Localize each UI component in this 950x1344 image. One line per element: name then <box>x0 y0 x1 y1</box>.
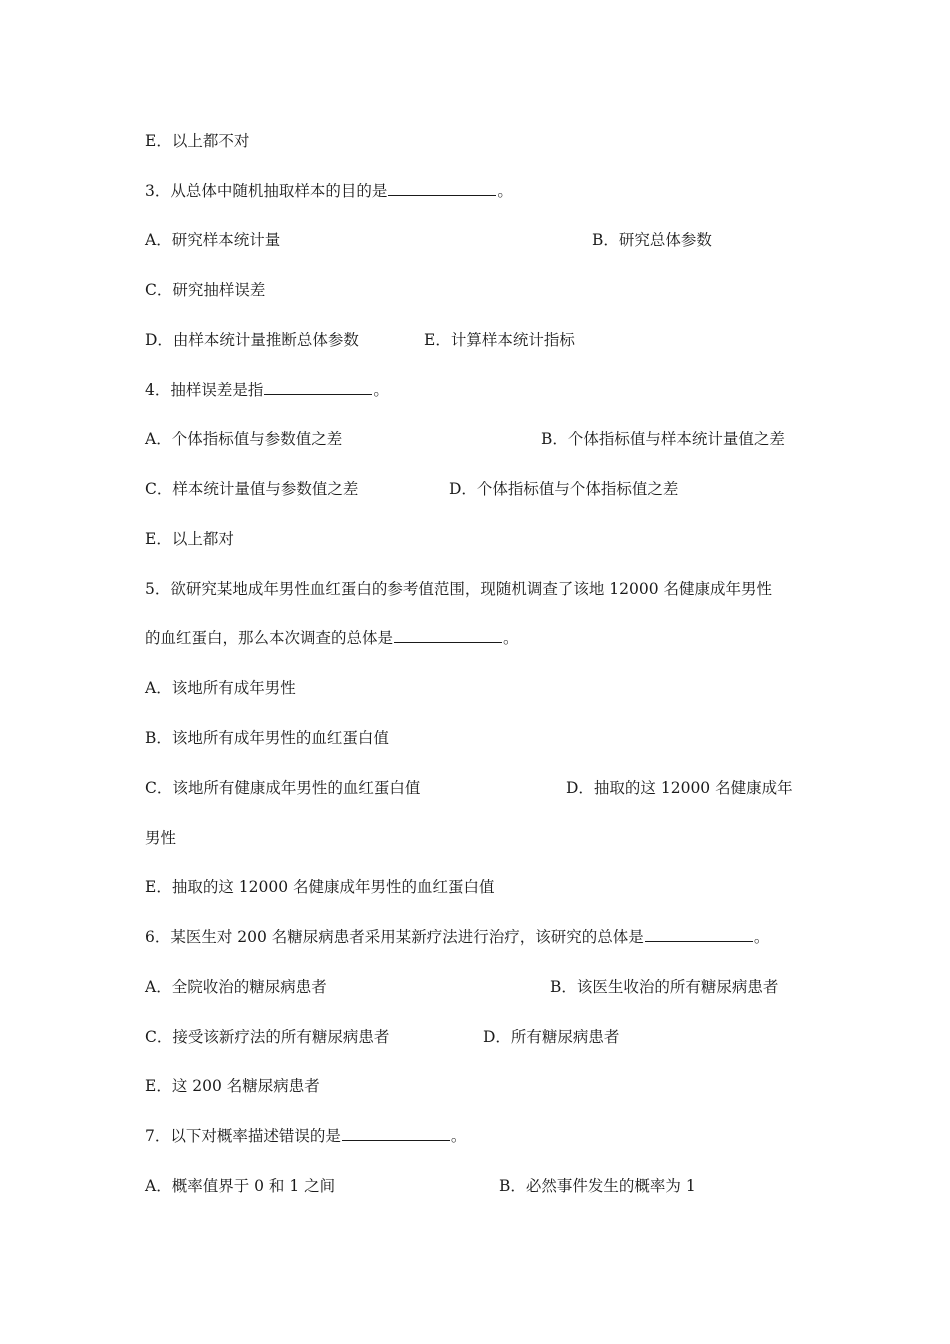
q5-option-c: C．该地所有健康成年男性的血红蛋白值 <box>145 779 421 797</box>
q3-option-a: A．研究样本统计量 <box>145 231 281 249</box>
q5-stem-end: 。 <box>503 629 519 647</box>
q5-option-e: E．抽取的这 12000 名健康成年男性的血红蛋白值 <box>145 878 495 896</box>
q6-stem-end: 。 <box>753 928 770 946</box>
q7-option-a: A．概率值界于 0 和 1 之间 <box>145 1177 336 1195</box>
q3-stem-text: 3．从总体中随机抽取样本的目的是 <box>145 182 388 200</box>
q4-answer-blank <box>264 381 372 395</box>
q3-option-b: B．研究总体参数 <box>592 231 712 249</box>
q4-option-e: E．以上都对 <box>145 530 234 548</box>
q3-option-e: E．计算样本统计指标 <box>424 331 575 349</box>
q3-option-c: C．研究抽样误差 <box>145 281 266 299</box>
q5-answer-blank <box>394 629 502 643</box>
q5-option-b: B．该地所有成年男性的血红蛋白值 <box>145 729 389 747</box>
q7-stem-text: 7．以下对概率描述错误的是 <box>145 1127 341 1145</box>
q5-option-a: A．该地所有成年男性 <box>145 679 296 697</box>
q3-stem <box>145 181 513 201</box>
q3-stem-end: 。 <box>497 182 513 200</box>
q5-stem-line2 <box>145 628 519 648</box>
q5-stem-line1: 5．欲研究某地成年男性血红蛋白的参考值范围，现随机调查了该地 12000 名健康成年男性 <box>145 580 773 598</box>
q2-option-e: E．以上都不对 <box>145 132 250 150</box>
q5-option-d-continued: 男性 <box>145 829 177 847</box>
q6-stem <box>145 927 769 947</box>
q4-stem <box>145 380 389 400</box>
q3-answer-blank <box>388 182 496 196</box>
q5-option-d: D．抽取的这 12000 名健康成年 <box>566 779 793 797</box>
q6-stem-text: 6．某医生对 200 名糖尿病患者采用某新疗法进行治疗，该研究的总体是 <box>145 928 644 946</box>
q4-option-a: A．个体指标值与参数值之差 <box>145 430 343 448</box>
q4-stem-end: 。 <box>373 381 389 399</box>
q6-option-d: D．所有糖尿病患者 <box>483 1028 620 1046</box>
q6-answer-blank <box>645 928 753 942</box>
q4-option-d: D．个体指标值与个体指标值之差 <box>449 480 679 498</box>
q5-stem-text: 的血红蛋白，那么本次调查的总体是 <box>145 629 394 647</box>
q3-option-d: D．由样本统计量推断总体参数 <box>145 331 359 349</box>
q6-option-a: A．全院收治的糖尿病患者 <box>145 978 327 996</box>
q7-stem <box>145 1126 466 1146</box>
q7-stem-end: 。 <box>450 1127 467 1145</box>
q4-option-c: C．样本统计量值与参数值之差 <box>145 480 359 498</box>
q6-option-e: E．这 200 名糖尿病患者 <box>145 1077 320 1095</box>
q6-option-b: B．该医生收治的所有糖尿病患者 <box>550 978 779 996</box>
q4-option-b: B．个体指标值与样本统计量值之差 <box>541 430 785 448</box>
q7-answer-blank <box>342 1127 450 1141</box>
q7-option-b: B．必然事件发生的概率为 1 <box>499 1177 696 1195</box>
q4-stem-text: 4．抽样误差是指 <box>145 381 264 399</box>
q6-option-c: C．接受该新疗法的所有糖尿病患者 <box>145 1028 390 1046</box>
